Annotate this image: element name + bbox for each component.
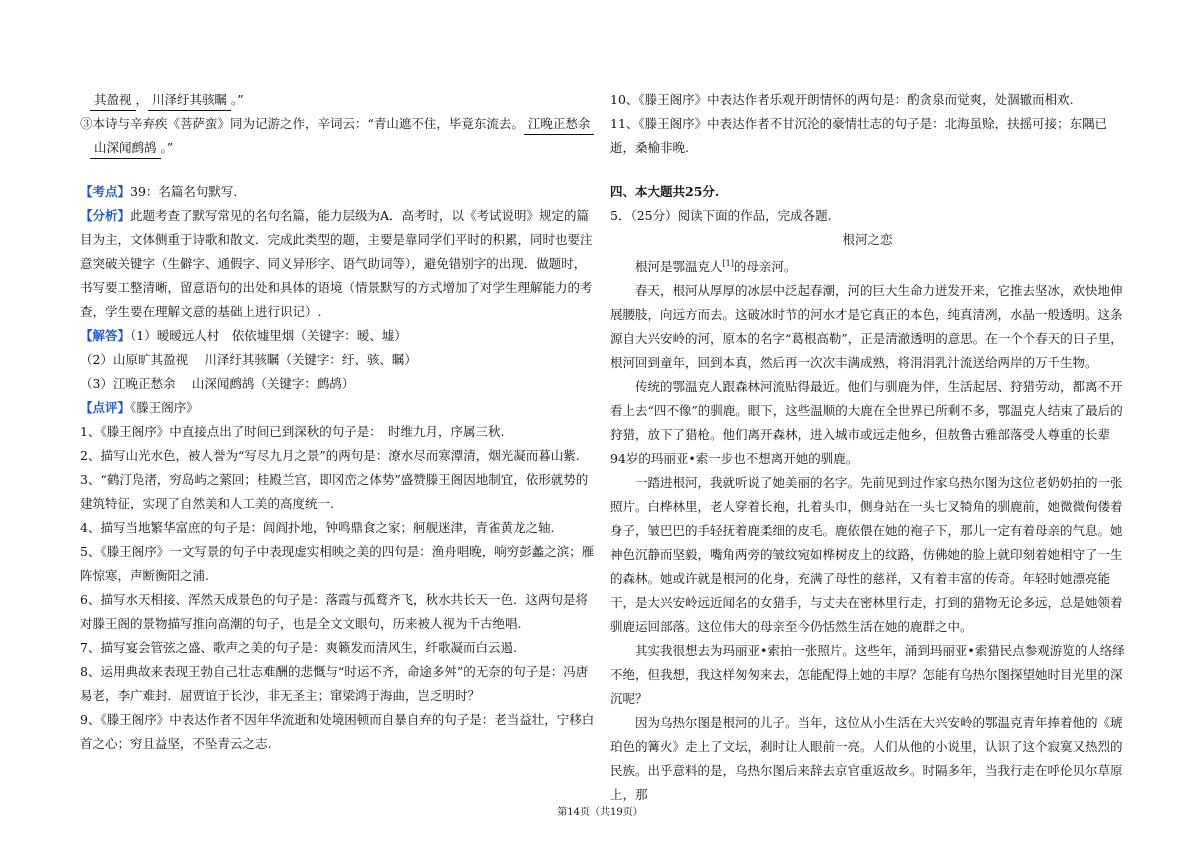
list-item: 10、《滕王阁序》中表达作者乐观开朗情怀的两句是：酌贪泉而觉爽，处涸辙而相欢. [610,92,1074,107]
essay-title: 根河之恋 [842,232,893,247]
kaodian-line [80,180,595,204]
left-column [80,88,595,756]
question-5-heading: 5．（25分）阅读下面的作品，完成各题. [610,208,832,223]
paragraph-text: 根河是鄂温克人 [635,259,723,275]
answer-blank: 川泽纡其骇瞩 [148,90,231,111]
essay-paragraph-2: 春天，根河从厚厚的冰层中泛起春潮，河的巨大生命力迸发开来，它推去坚冰，欢快地伸展腰肢，向远方而去。这破冰时节的河水才是它真正的本色，纯真清冽，水晶一般透明。这条源自大兴安岭的河，原本的名字“葛根高勒”，正是清澈透明的意思。在一个个春天的日子里，根河回到童年，回到本真，然后再一次次丰满成熟，将涓涓乳汁流送给两岸的万千生物。 [610,283,1123,371]
list-item: 1、《滕王阁序》中直接点出了时间已到深秋的句子是： 时维九月，序属三秋. [80,424,505,439]
answer-line-3 [80,136,595,160]
essay-paragraph-6: 因为乌热尔图是根河的儿子。当年，这位从小生活在大兴安岭的鄂温克青年捧着他的《琥珀色的篝火》走上了文坛，刹时让人眼前一亮。人们从他的小说里，认识了这个寂寞又热烈的民族。出乎意料的是，乌热尔图后来辞去京官重返故乡。时隔多年，当我行走在呼伦贝尔草原上，那 [610,715,1123,803]
question-text: ③本诗与辛弃疾《菩萨蛮》同为记游之作，辛词云：“青山遮不住，毕竟东流去。 [80,116,524,131]
jieda-answer-2: （2）山原旷其盈视 川泽纡其骇瞩（关键字：纡、骇、瞩） [80,352,417,367]
paragraph-text: 的母亲河。 [733,259,797,275]
essay-paragraph-5: 其实我很想去为玛丽亚•索拍一张照片。这些年，涌到玛丽亚•索猎民点参观游览的人络绎不绝，但我想，我这样匆匆来去，怎能配得上她的丰厚？怎能有乌热尔图探望她时目光里的深沉呢？ [610,643,1125,707]
question-3-line [80,112,595,136]
footnote-marker: [1] [722,259,734,268]
answer-blank: 山深闻鹧鸪 [90,138,161,159]
closing-quote: 。” [231,92,244,107]
essay-paragraph-1 [610,252,1125,279]
jieda-answer-3: （3）江晚正愁余 山深闻鹧鸪（关键字：鹧鸪） [80,376,355,391]
list-item: 3、“鹤汀凫渚，穷岛屿之萦回；桂殿兰宫，即冈峦之体势”盛赞滕王阁因地制宜，依形就势的建筑特征，实现了自然美和人工美的高度统一. [80,472,589,511]
jieda-line [80,324,595,348]
jieda-label: 【解答】 [80,328,131,343]
closing-quote: 。” [160,140,174,155]
page-footer: 第14页（共19页） [557,807,643,818]
fenxi-paragraph [80,204,595,324]
jieda-answer-1: （1）暧暧远人村 依依墟里烟（关键字：暧、墟） [130,328,407,343]
answer-blank: 江晚正愁余 [524,114,595,135]
list-item: 11、《滕王阁序》中表达作者不甘沉沦的豪情壮志的句子是：北海虽赊，扶摇可接；东隅已逝，桑榆非晚. [610,116,1108,155]
list-item: 6、描写水天相接、浑然天成景色的句子是：落霞与孤鹜齐飞，秋水共长天一色．这两句是将对滕王阁的景物描写推向高潮的句子，也是全文文眼句，历来被人视为千古绝唱. [80,592,588,631]
list-item: 7、描写宴会管弦之盛、歌声之美的句子是：爽籁发而清风生，纤歌凝而白云遏. [80,640,517,655]
essay-paragraph-3: 传统的鄂温克人跟森林河流贴得最近。他们与驯鹿为伴，生活起居、狩猎劳动，都离不开看上去“四不像”的驯鹿。眼下，这些温顺的大鹿在全世界已所剩不多，鄂温克人结束了最后的狩猎，放下了猎枪。他们离开森林，进入城市或远走他乡，但敖鲁古雅部落受人尊重的长辈94岁的玛丽亚•索一步也不想离开她的驯鹿。 [610,379,1123,467]
dianping-line [80,396,595,420]
kaodian-label: 【考点】 [80,184,131,199]
answer-blank: 其盈视 [90,90,136,111]
list-item: 4、描写当地繁华富庶的句子是：闾阎扑地，钟鸣鼎食之家；舸舰迷津，青雀黄龙之轴. [80,520,555,535]
section-title: 四、本大题共25分. [610,184,720,199]
separator: ， [135,92,149,107]
list-item: 8、运用典故来表现王勃自己壮志难酬的悲慨与“时运不齐，命途多舛”的无奈的句子是：冯唐易老，李广难封．屈贾谊于长沙，非无圣主；窜梁鸿于海曲，岂乏明时？ [80,664,589,703]
answer-line-1 [80,88,595,112]
list-item: 5、《滕王阁序》一文写景的句子中表现虚实相映之美的四句是：渔舟唱晚，响穷彭蠡之滨；雁阵惊寒，声断衡阳之浦. [80,544,595,583]
kaodian-text: 39：名篇名句默写. [130,184,238,199]
fenxi-label: 【分析】 [80,208,131,223]
right-column [610,88,1125,807]
fenxi-text: 此题考查了默写常见的名句名篇，能力层级为A．高考时，以《考试说明》规定的篇目为主，文体侧重于诗歌和散文．完成此类型的题，主要是靠同学们平时的积累，同时也要注意突破关键字（生僻字、通假字、同义异形字、语气助词等），避免错别字的出现．做题时，书写要工整清晰，留意语句的出处和具体的语境（情景默写的方式增加了对学生理解能力的考查，学生要在理解文意的基础上进行识记）. [80,208,593,319]
dianping-text: 《滕王阁序》 [130,400,199,415]
dianping-label: 【点评】 [80,400,131,415]
list-item: 2、描写山光水色，被人誉为“写尽九月之景”的两句是：潦水尽而寒潭清，烟光凝而暮山紫. [80,448,580,463]
list-item: 9、《滕王阁序》中表达作者不因年华流逝和处境困顿而自暴自弃的句子是：老当益壮，宁移白首之心；穷且益坚，不坠青云之志. [80,712,595,751]
essay-paragraph-4: 一踏进根河，我就听说了她美丽的名字。先前见到过作家乌热尔图为这位老奶奶拍的一张照片。白桦林里，老人穿着长袍，扎着头巾，侧身站在一头七叉犄角的驯鹿前，她微微佝偻着身子，皱巴巴的手轻抚着鹿柔细的皮毛。鹿依偎在她的袍子下，那儿一定有着母亲的气息。她神色沉静而坚毅，嘴角两旁的皱纹宛如桦树皮上的纹路，仿佛她的脸上就印刻着她相守了一生的森林。她或许就是根河的化身，充满了母性的慈祥，又有着丰富的传奇。年轻时她漂亮能干，是大兴安岭远近闻名的女猎手，与丈夫在密林里行走，打到的猎物无论多远，总是她领着驯鹿运回部落。这位伟大的母亲至今仍恬然生活在她的鹿群之中。 [610,475,1123,635]
